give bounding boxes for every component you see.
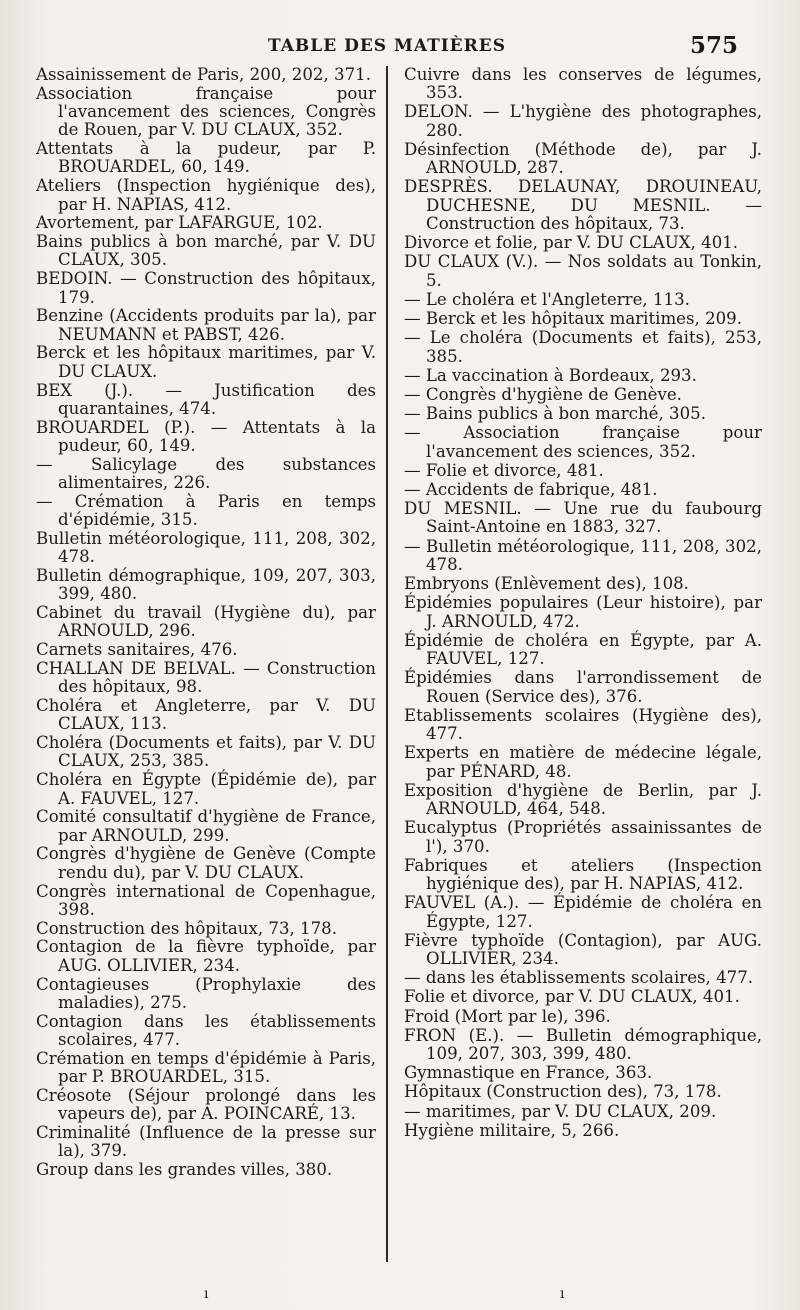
index-entry: Fièvre typhoïde (Contagion), par AUG. OLLIVIER, 234. bbox=[404, 930, 762, 968]
index-entry: Comité consultatif d'hygiène de France, par ARNOULD, 299. bbox=[36, 807, 376, 845]
index-entry: DU CLAUX (V.). — Nos soldats au Tonkin, 5. bbox=[404, 252, 762, 290]
index-entry: Carnets sanitaires, 476. bbox=[36, 640, 238, 660]
index-entry: — Bulletin météorologique, 111, 208, 302, 478. bbox=[404, 536, 762, 574]
index-entry: — Berck et les hôpitaux maritimes, 209. bbox=[404, 309, 743, 329]
index-entry: — Crémation à Paris en temps d'épidémie, 315. bbox=[36, 491, 376, 530]
index-entry: Divorce et folie, par V. DU CLAUX, 401. bbox=[404, 233, 739, 253]
index-entry: BEX (J.). — Justification des quarantaines, 474. bbox=[36, 380, 376, 418]
index-entry: Avortement, par LAFARGUE, 102. bbox=[36, 213, 323, 233]
index-entry: Hôpitaux (Construction des), 73, 178. bbox=[404, 1082, 722, 1102]
index-entry: Fabriques et ateliers (Inspection hygiénique des), par H. NAPIAS, 412. bbox=[404, 855, 762, 894]
index-entry: FRON (E.). — Bulletin démographique, 109, 207, 303, 399, 480. bbox=[404, 1025, 762, 1064]
index-entry: Criminalité (Influence de la presse sur la), 379. bbox=[36, 1122, 376, 1161]
index-entry: Association française pour l'avancement des sciences, Congrès de Rouen, par V. DU CLAUX, 352. bbox=[36, 83, 376, 140]
index-entry: Embryons (Enlèvement des), 108. bbox=[404, 574, 689, 594]
index-entry: — maritimes, par V. DU CLAUX, 209. bbox=[404, 1101, 717, 1121]
index-entry: Construction des hôpitaux, 73, 178. bbox=[36, 918, 338, 938]
index-entry: Contagieuses (Prophylaxie des maladies), 275. bbox=[36, 974, 376, 1012]
index-entry: Congrès d'hygiène de Genève (Compte rendu du), par V. DU CLAUX. bbox=[36, 844, 376, 882]
index-entry: DELON. — L'hygiène des photographes, 280. bbox=[404, 102, 762, 140]
index-entry: Froid (Mort par le), 396. bbox=[404, 1006, 611, 1026]
index-entry: Exposition d'hygiène de Berlin, par J. ARNOULD, 464, 548. bbox=[404, 780, 762, 819]
index-entry: BROUARDEL (P.). — Attentats à la pudeur, 60, 149. bbox=[36, 417, 376, 455]
index-entry: Épidémies dans l'arrondissement de Rouen (Service des), 376. bbox=[404, 668, 762, 706]
index-entry: Benzine (Accidents produits par la), par NEUMANN et PABST, 426. bbox=[36, 306, 376, 344]
index-column-right bbox=[404, 66, 762, 1141]
column-divider bbox=[386, 66, 388, 1262]
index-entry: — Le choléra (Documents et faits), 253, 385. bbox=[404, 328, 762, 366]
index-entry: — Accidents de fabrique, 481. bbox=[404, 480, 658, 499]
index-entry: FAUVEL (A.). — Épidémie de choléra en Égypte, 127. bbox=[404, 893, 762, 931]
index-entry: — Association française pour l'avancement des sciences, 352. bbox=[404, 423, 762, 461]
index-column-left bbox=[36, 66, 376, 1180]
index-entry: — Folie et divorce, 481. bbox=[404, 460, 604, 480]
index-entry: CHALLAN DE BELVAL. — Construction des hôpitaux, 98. bbox=[36, 659, 376, 697]
index-entry: Hygiène militaire, 5, 266. bbox=[404, 1120, 620, 1140]
index-entry: Désinfection (Méthode de), par J. ARNOULD, 287. bbox=[404, 139, 762, 178]
index-entry: Attentats à la pudeur, par P. BROUARDEL, 60, 149. bbox=[36, 139, 376, 177]
index-entry: DU MESNIL. — Une rue du faubourg Saint-Antoine en 1883, 327. bbox=[404, 499, 762, 537]
index-entry: Ateliers (Inspection hygiénique des), par H. NAPIAS, 412. bbox=[36, 176, 376, 214]
index-entry: Bains publics à bon marché, par V. DU CLAUX, 305. bbox=[36, 232, 376, 270]
index-entry: Crémation en temps d'épidémie à Paris, par P. BROUARDEL, 315. bbox=[36, 1048, 376, 1087]
index-entry: Cuivre dans les conserves de légumes, 353. bbox=[404, 65, 762, 103]
index-entry: Congrès international de Copenhague, 398. bbox=[36, 881, 376, 919]
index-entry: — Bains publics à bon marché, 305. bbox=[404, 404, 706, 424]
page-number: 575 bbox=[689, 32, 738, 59]
index-entry: Contagion de la fièvre typhoïde, par AUG. OLLIVIER, 234. bbox=[36, 937, 376, 975]
index-entry: Bulletin météorologique, 111, 208, 302, 478. bbox=[36, 528, 376, 567]
index-entry: — Le choléra et l'Angleterre, 113. bbox=[404, 289, 690, 309]
index-entry: BEDOIN. — Construction des hôpitaux, 179. bbox=[36, 269, 376, 307]
index-entry: — dans les établissements scolaires, 477. bbox=[404, 968, 754, 988]
index-entry: Cabinet du travail (Hygiène du), par ARNOULD, 296. bbox=[36, 603, 376, 641]
index-entry: — La vaccination à Bordeaux, 293. bbox=[404, 365, 697, 385]
page-header bbox=[0, 34, 800, 64]
index-entry: Choléra en Égypte (Épidémie de), par A. FAUVEL, 127. bbox=[36, 770, 376, 808]
index-entry: Experts en matière de médecine légale, par PÉNARD, 48. bbox=[404, 743, 762, 781]
footer-mark-left: ı bbox=[204, 1286, 209, 1302]
index-entry: — Congrès d'hygiène de Genève. bbox=[404, 384, 682, 404]
index-entry: Choléra et Angleterre, par V. DU CLAUX, 113. bbox=[36, 696, 376, 734]
index-entry: Créosote (Séjour prolongé dans les vapeurs de), par A. POINCARÉ, 13. bbox=[36, 1085, 376, 1124]
index-entry: Folie et divorce, par V. DU CLAUX, 401. bbox=[404, 987, 740, 1007]
index-entry: Assainissement de Paris, 200, 202, 371. bbox=[36, 65, 371, 84]
index-entry: Épidémie de choléra en Égypte, par A. FAUVEL, 127. bbox=[404, 630, 762, 669]
index-entry: Etablissements scolaires (Hygiène des), 477. bbox=[404, 705, 762, 744]
index-entry: Épidémies populaires (Leur histoire), par J. ARNOULD, 472. bbox=[404, 593, 762, 631]
index-entry: Bulletin démographique, 109, 207, 303, 399, 480. bbox=[36, 566, 376, 604]
index-entry: Choléra (Documents et faits), par V. DU CLAUX, 253, 385. bbox=[36, 733, 376, 771]
index-entry: Gymnastique en France, 363. bbox=[404, 1063, 653, 1083]
index-entry: Group dans les grandes villes, 380. bbox=[36, 1160, 333, 1180]
index-entry: Eucalyptus (Propriétés assainissantes de l'), 370. bbox=[404, 818, 762, 856]
index-entry: Contagion dans les établissements scolaires, 477. bbox=[36, 1011, 376, 1049]
index-entry: Berck et les hôpitaux maritimes, par V. DU CLAUX. bbox=[36, 343, 376, 381]
running-title: TABLE DES MATIÈRES bbox=[268, 36, 507, 56]
index-entry: DESPRÈS. DELAUNAY, DROUINEAU, DUCHESNE, DU MESNIL. — Construction des hôpitaux, 73. bbox=[404, 177, 762, 234]
footer-mark-right: ı bbox=[560, 1286, 565, 1302]
index-entry: — Salicylage des substances alimentaires, 226. bbox=[36, 454, 376, 493]
